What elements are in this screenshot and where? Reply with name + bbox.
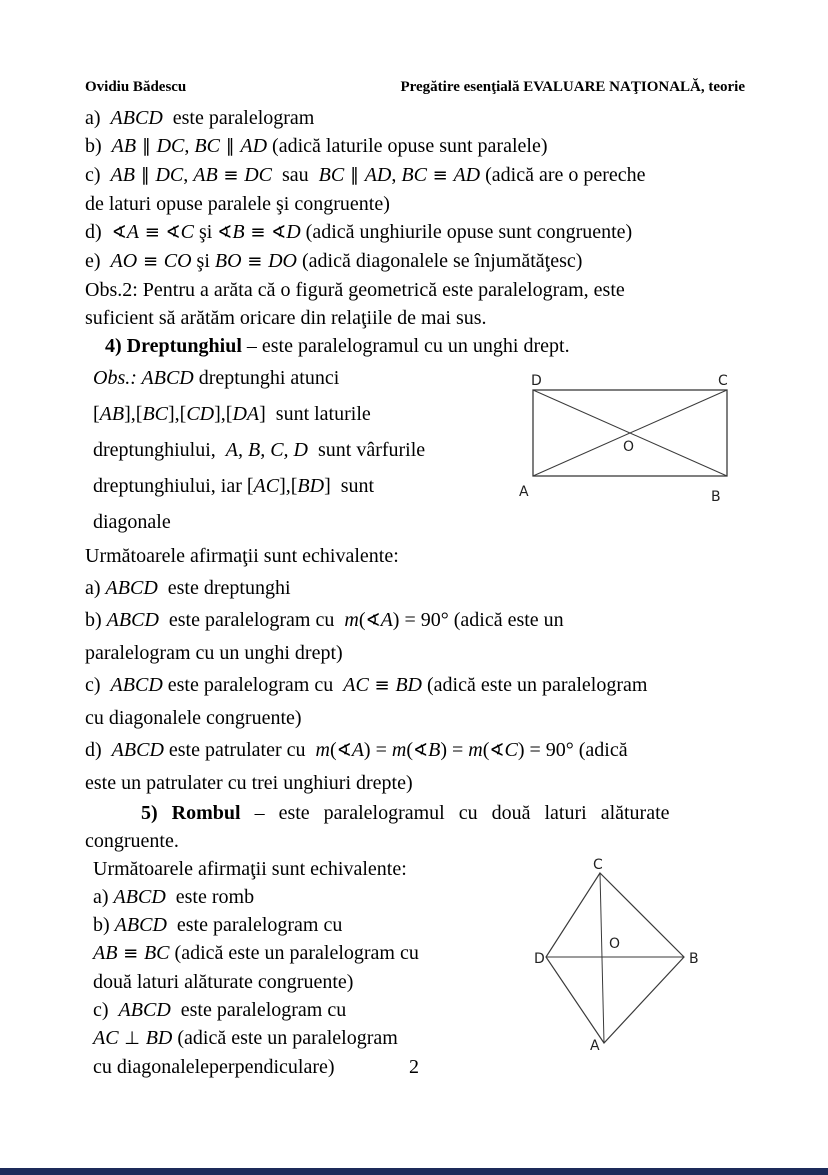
math-run: m <box>315 739 330 761</box>
math-run: BO <box>214 250 242 272</box>
text-run: c) <box>93 999 119 1021</box>
text-run: (adică are o pereche <box>480 164 646 186</box>
math-run: CD <box>186 403 215 425</box>
text-line <box>85 190 745 218</box>
math-run: BC <box>143 942 170 964</box>
text-line <box>85 132 745 161</box>
text-run: este paralelogram cu <box>162 674 344 696</box>
text-line <box>85 332 745 360</box>
text-run: ) = <box>440 739 469 761</box>
math-run: BC <box>318 164 345 186</box>
math-run: AC <box>93 1027 119 1049</box>
math-run: AB <box>99 403 125 425</box>
math-run: m <box>468 739 483 761</box>
math-symbol: ∢ <box>217 222 233 243</box>
text-line <box>85 637 745 669</box>
math-run: AD <box>364 164 392 186</box>
math-run: ABCD <box>141 367 194 389</box>
text-line <box>85 247 745 276</box>
text-run: ( <box>406 739 413 761</box>
text-line <box>85 540 745 572</box>
math-run: ABCD <box>105 577 158 599</box>
math-symbol: ≡ <box>368 675 396 696</box>
math-run: DC <box>155 164 184 186</box>
text-run: (adică unghiurile opuse sunt congruente) <box>300 221 633 243</box>
text-run: de laturi opuse paralele şi congruente) <box>85 193 390 215</box>
math-symbol: ∢ <box>336 740 352 761</box>
math-run: DC <box>156 135 185 157</box>
text-run: este paralelogram <box>162 107 315 129</box>
text-run <box>85 335 105 357</box>
text-run: este paralelogram cu <box>170 999 347 1021</box>
math-symbol: ∢ <box>489 740 505 761</box>
text-line <box>85 702 745 734</box>
text-run: d) <box>85 739 112 761</box>
text-run: d) <box>85 221 112 243</box>
math-run: B <box>232 221 245 243</box>
text-run: (adică laturile opuse sunt paralele) <box>267 135 548 157</box>
math-run: AD <box>240 135 268 157</box>
text-run: b) <box>85 609 107 631</box>
text-run: ],[ <box>214 403 233 425</box>
text-run: ],[ <box>168 403 187 425</box>
text-run <box>85 802 141 824</box>
text-line <box>93 1024 510 1053</box>
text-run: ( <box>329 739 337 761</box>
vertex-label-c: C <box>593 857 603 873</box>
math-run: C <box>504 739 518 761</box>
math-symbol: ≡ ∢ <box>138 222 181 243</box>
text-run: a) <box>85 107 111 129</box>
text-run: este dreptunghi <box>157 577 291 599</box>
math-run: ABCD <box>114 914 167 936</box>
math-run: A <box>380 609 393 631</box>
footer-bar <box>0 1168 828 1175</box>
rectangle-equivalences-block <box>85 540 745 799</box>
math-symbol: ≡ ∢ <box>244 222 287 243</box>
text-line <box>93 360 510 396</box>
text-line <box>85 218 745 247</box>
math-run: DA <box>232 403 260 425</box>
math-run: BD <box>145 1027 173 1049</box>
text-run: paralelogram cu un unghi drept) <box>85 642 343 664</box>
text-run: – este paralelogramul cu un unghi drept. <box>241 335 570 357</box>
vertex-label-d: D <box>531 374 542 389</box>
math-run: AC <box>253 475 280 497</box>
text-run: ( <box>358 609 366 631</box>
text-run: (adică este un paralelogram <box>172 1027 398 1049</box>
math-run: BD <box>395 674 422 696</box>
vertex-label-b: B <box>689 951 699 967</box>
math-run: AB <box>193 164 218 186</box>
text-run: (adică este un paralelogram cu <box>169 942 419 964</box>
rectangle-observation-block <box>85 360 510 540</box>
text-run: b) <box>85 135 112 157</box>
rhombus-figure <box>534 857 699 1052</box>
page-content <box>85 104 745 1081</box>
math-run: AO <box>110 250 138 272</box>
text-run: (adică este un paralelogram <box>422 674 648 696</box>
math-run: CO <box>163 250 192 272</box>
text-run: dreptunghiului, <box>93 439 226 461</box>
text-line <box>85 604 745 637</box>
vertex-label-d: D <box>534 951 545 967</box>
math-run: AD <box>453 164 481 186</box>
header-title: Pregătire esenţială EVALUARE NAŢIONALĂ, teorie <box>400 79 745 95</box>
text-run: ) = 90° (adică este un <box>392 609 564 631</box>
math-run: BC <box>194 135 220 157</box>
math-symbol: ∥ <box>344 165 365 186</box>
text-run: congruente. <box>85 830 179 852</box>
text-line <box>93 968 510 996</box>
math-symbol: ∢ <box>413 740 429 761</box>
text-run: , <box>391 164 402 186</box>
text-line <box>93 432 510 468</box>
text-run: a) <box>93 886 114 908</box>
text-run: c) <box>85 674 111 696</box>
text-line <box>93 855 510 883</box>
text-line <box>85 827 745 855</box>
text-line <box>93 883 510 911</box>
vertex-label-a: A <box>519 484 529 500</box>
text-line <box>85 734 745 767</box>
text-run: dreptunghiului, iar [ <box>93 475 254 497</box>
math-run: AB <box>93 942 118 964</box>
center-label-o: O <box>609 936 621 952</box>
text-line <box>93 996 510 1024</box>
math-run: C <box>180 221 194 243</box>
rhombus-heading-block <box>85 799 745 855</box>
text-line <box>85 304 745 332</box>
page-number: 2 <box>409 1056 419 1078</box>
text-run: ( <box>482 739 490 761</box>
text-line <box>93 396 510 432</box>
text-run: este patrulater cu <box>163 739 316 761</box>
bold-run: 5) Rombul <box>141 802 241 824</box>
math-run: A, B, C, D <box>225 439 308 461</box>
header-author: Ovidiu Bădescu <box>85 79 187 95</box>
text-run: dreptunghi atunci <box>193 367 340 389</box>
text-line <box>85 572 745 604</box>
math-run: BD <box>297 475 325 497</box>
math-run: AB <box>111 135 137 157</box>
math-run: ABCD <box>110 674 163 696</box>
text-run: ] sunt laturile <box>259 403 371 425</box>
rhombus-diagonal-ca <box>600 873 604 1043</box>
text-run: sunt vârfurile <box>307 439 426 461</box>
text-run: ],[ <box>124 403 143 425</box>
math-run: m <box>391 739 407 761</box>
italic-run: Obs.: <box>93 367 142 389</box>
text-run: este un patrulater cu trei unghiuri drepte) <box>85 772 413 794</box>
text-run: ] sunt <box>324 475 375 497</box>
text-run: ) = <box>363 739 392 761</box>
text-run: şi <box>193 221 218 243</box>
text-run: , <box>184 135 195 157</box>
math-run: AB <box>110 164 135 186</box>
text-run: c) <box>85 164 111 186</box>
text-line <box>85 161 745 190</box>
text-run: este paralelogram cu <box>166 914 343 936</box>
math-run: ABCD <box>118 999 171 1021</box>
math-symbol: ∥ <box>219 136 241 157</box>
parallelogram-properties-block <box>85 104 745 360</box>
text-line <box>85 276 745 304</box>
math-run: A <box>351 739 364 761</box>
math-run: B <box>428 739 441 761</box>
text-run: a) <box>85 577 106 599</box>
math-symbol: ∥ <box>134 165 156 186</box>
math-run: AC <box>343 674 369 696</box>
bold-run: 4) Dreptunghiul <box>105 335 242 357</box>
math-symbol: ⊥ <box>118 1028 146 1049</box>
math-run: A <box>126 221 139 243</box>
text-line <box>85 104 745 132</box>
math-symbol: ≡ <box>241 251 269 272</box>
math-run: D <box>286 221 301 243</box>
text-run: (adică diagonalele se înjumătăţesc) <box>296 250 583 272</box>
math-run: BC <box>142 403 168 425</box>
rhombus-section <box>85 855 745 1081</box>
page-header <box>85 79 745 96</box>
text-line <box>93 468 510 504</box>
text-run: Următoarele afirmaţii sunt echivalente: <box>93 858 407 880</box>
text-line <box>85 767 745 799</box>
center-label-o: O <box>623 439 635 455</box>
math-symbol: ∢ <box>111 222 127 243</box>
text-run: [ <box>93 403 100 425</box>
math-run: ABCD <box>110 107 163 129</box>
math-run: DC <box>244 164 272 186</box>
math-symbol: ≡ <box>426 165 454 186</box>
math-symbol: ∢ <box>365 610 381 631</box>
text-run: diagonale <box>93 511 171 533</box>
text-line <box>93 939 510 968</box>
math-run: m <box>344 609 359 631</box>
text-run: şi <box>191 250 215 272</box>
math-symbol: ≡ <box>117 943 144 964</box>
text-line <box>85 799 745 827</box>
text-run: , <box>183 164 194 186</box>
rectangle-figure <box>515 374 745 504</box>
math-symbol: ≡ <box>137 251 164 272</box>
math-symbol: ≡ <box>217 165 245 186</box>
text-run: este romb <box>165 886 255 908</box>
text-run: sau <box>272 164 319 186</box>
rhombus-equivalences-block <box>85 855 510 1081</box>
text-run: este paralelogram cu <box>158 609 345 631</box>
text-run: Obs.2: Pentru a arăta că o figură geometrică este paralelogram, este <box>85 279 625 301</box>
math-run: ABCD <box>111 739 164 761</box>
vertex-label-c: C <box>718 374 728 389</box>
vertex-label-a: A <box>590 1038 600 1052</box>
rectangle-section <box>85 360 745 540</box>
text-run: e) <box>85 250 111 272</box>
math-run: DO <box>268 250 297 272</box>
math-run: ABCD <box>113 886 166 908</box>
text-run: b) <box>93 914 115 936</box>
text-run: – este paralelogramul cu două laturi alăturate <box>240 802 670 824</box>
text-run: ],[ <box>279 475 298 497</box>
text-line <box>85 669 745 702</box>
text-run: ) = 90° (adică <box>517 739 628 761</box>
text-run: suficient să arătăm oricare din relaţiile de mai sus. <box>85 307 487 329</box>
text-run: Următoarele afirmaţii sunt echivalente: <box>85 545 399 567</box>
vertex-label-b: B <box>711 489 721 504</box>
text-run: două laturi alăturate congruente) <box>93 971 354 993</box>
text-line <box>93 504 510 540</box>
text-run: cu diagonalele congruente) <box>85 707 302 729</box>
rhombus-shape <box>546 873 684 1043</box>
math-symbol: ∥ <box>136 136 157 157</box>
text-line <box>93 911 510 939</box>
math-run: BC <box>401 164 427 186</box>
text-run: cu diagonaleleperpendiculare) <box>93 1056 335 1078</box>
math-run: ABCD <box>106 609 159 631</box>
